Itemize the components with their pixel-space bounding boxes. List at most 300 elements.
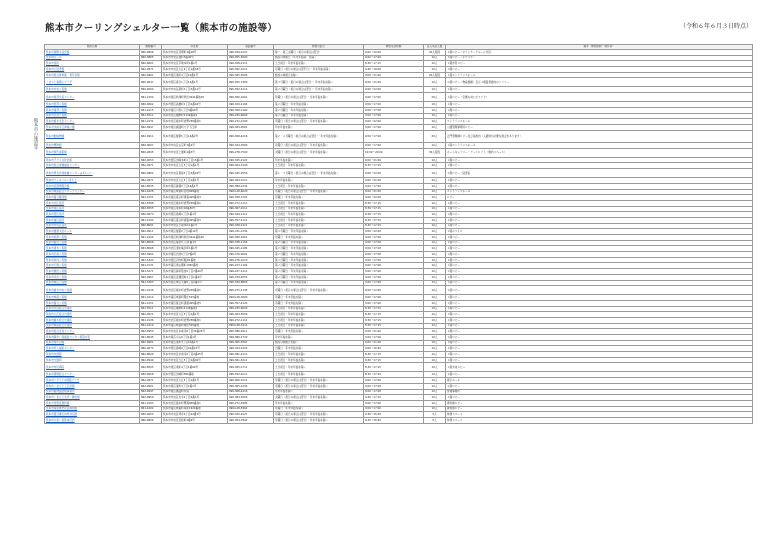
facility-name-link[interactable]: 熊本市水前寺江津湖公園: [45, 124, 140, 130]
open-hours: 9:30～16:30: [364, 412, 424, 418]
phone-number: 096-245-6000: [228, 306, 274, 312]
capacity: 10人: [424, 169, 446, 178]
open-hours: 9:00～17:00: [364, 183, 424, 189]
open-days: 第２・４月曜日（祝日の場合は翌日）・年末年始を除く: [274, 130, 364, 143]
postal-code: 861-5343: [140, 257, 162, 263]
open-hours: 9:30～18:00: [364, 67, 424, 73]
remarks: １階ロビー・図書室: [446, 169, 753, 178]
open-days: 月曜日（祝日の場合は翌平日）・年末年始を除く: [274, 67, 364, 73]
open-hours: 9:00～21:00: [364, 72, 424, 78]
open-hours: 9:00～17:00: [364, 55, 424, 61]
remarks: １階ロビー: [446, 274, 753, 280]
remarks: １階ロビー: [446, 246, 753, 252]
open-hours: 9:00～21:00: [364, 329, 424, 335]
address: 熊本市西区城山大塘5丁目2番1号: [162, 280, 228, 286]
open-hours: 8:30～17:15: [364, 306, 424, 312]
postal-code: 861-0163: [140, 400, 162, 406]
open-days: 第１・３月曜日（祝日の場合は翌日）・年末年始を除く: [274, 169, 364, 178]
address: 熊本市中央区大江5丁目1番40号: [162, 357, 228, 363]
capacity: 10人: [424, 323, 446, 329]
postal-code: 862-0971: [140, 178, 162, 184]
capacity: 10人: [424, 206, 446, 212]
phone-number: 096-272-1111: [228, 200, 274, 206]
facility-name-link[interactable]: 熊本市植物園管理事務所: [45, 389, 140, 395]
remarks: １階ホワイエ: [446, 229, 753, 235]
postal-code: 861-0136: [140, 286, 162, 295]
phone-number: 096-272-1135: [228, 286, 274, 295]
phone-number: 096-364-3111: [228, 178, 274, 184]
capacity: 10人: [424, 163, 446, 169]
capacity: 10人: [424, 378, 446, 384]
postal-code: 861-0131: [140, 119, 162, 125]
column-header: 備考（開放時間・場所等）: [446, 45, 753, 50]
table-row: [45, 130, 753, 143]
capacity: 10人: [424, 257, 446, 263]
capacity: 10人: [424, 286, 446, 295]
open-hours: 9:00～21:00: [364, 78, 424, 87]
open-days: 第２月曜日・年末年始を除く: [274, 240, 364, 246]
open-days: 月曜日・年末年始を除く: [274, 300, 364, 306]
facility-name-link[interactable]: 熊本市東部交流センター: [45, 93, 140, 102]
open-days: 施設の休館日（年末年始等）を除く: [274, 55, 364, 61]
open-hours: 9:00～17:00: [364, 335, 424, 341]
facility-name-link[interactable]: 熊本市役所: [45, 61, 140, 67]
capacity: 20人: [424, 178, 446, 184]
postal-code: 862-0971: [140, 67, 162, 73]
remarks: １階ロビー: [446, 383, 753, 389]
remarks: １階エントランスホール: [446, 72, 753, 78]
postal-code: 862-0947: [140, 389, 162, 395]
postal-code: 861-8035: [140, 183, 162, 189]
facility-name-link[interactable]: 熊本市博物館: [45, 143, 140, 149]
address: 熊本市東区東本町16番30号: [162, 206, 228, 212]
open-hours: 9:00～22:00: [364, 286, 424, 295]
facility-name-link[interactable]: 熊本市天明公民館: [45, 263, 140, 269]
postal-code: 862-0950: [140, 395, 162, 401]
facility-name-link[interactable]: 熊本市障がい者福祉センター希望の里: [45, 335, 140, 341]
postal-code: 861-8006: [140, 240, 162, 246]
address: 熊本市西区島崎1丁目1番1号: [162, 212, 228, 218]
facility-name-link[interactable]: 熊本市総合保健福祉センター: [45, 163, 140, 169]
open-days: 第２月曜日・年末年始を除く: [274, 246, 364, 252]
postal-code: 862-0949: [140, 357, 162, 363]
remarks: １階ロビー: [446, 217, 753, 223]
facility-name-link[interactable]: 熊本市青年会館: [45, 340, 140, 346]
open-hours: 9:00～17:00: [364, 143, 424, 149]
postal-code: 861-5511: [140, 306, 162, 312]
remarks: １階ロビー: [446, 346, 753, 352]
open-days: 土日祝日・年末年始を除く: [274, 312, 364, 318]
capacity: 10人: [424, 229, 446, 235]
postal-code: 861-0136: [140, 317, 162, 323]
facility-name-link[interactable]: 熊本市総合女性センター: [45, 329, 140, 335]
address: 熊本市北区植木町豊岡858番地1: [162, 400, 228, 406]
address: 熊本市東区健軍5丁目14番2号: [162, 130, 228, 143]
facility-name-link[interactable]: 熊本市くまもと工芸会館: [45, 383, 140, 389]
phone-number: 0964-28-6020: [228, 189, 274, 195]
open-hours: 8:30～17:15: [364, 212, 424, 218]
remarks: １階ロビー: [446, 87, 753, 93]
phone-number: 096-328-2111: [228, 61, 274, 67]
phone-number: 096-381-4111: [228, 352, 274, 358]
facility-name-link[interactable]: 熊本市城山公民館: [45, 280, 140, 286]
address: 熊本市南区城南町隈庄525番地: [162, 323, 228, 329]
remarks: １階ロビー: [446, 269, 753, 275]
facility-name-link[interactable]: 熊本市田原坂資料館: [45, 400, 140, 406]
phone-number: 096-355-5000: [228, 55, 274, 61]
capacity: 10人: [424, 263, 446, 269]
facility-name-link[interactable]: 熊本市流通情報会館: [45, 183, 140, 189]
phone-number: 096-329-8800: [228, 280, 274, 286]
address: 熊本市南区富合町清藤405番地3: [162, 217, 228, 223]
phone-number: 096-352-6111: [228, 372, 274, 378]
postal-code: 861-4151: [140, 195, 162, 201]
open-days: 月曜日・年末年始を除く: [274, 406, 364, 412]
address: 熊本市南区城南町隈庄525番地: [162, 295, 228, 301]
capacity: 10人: [424, 217, 446, 223]
facility-name-link[interactable]: 熊本市城南総合出張所: [45, 323, 140, 329]
phone-number: 096-355-7400: [228, 78, 274, 87]
phone-number: 096-380-2720: [228, 335, 274, 341]
open-days: 施設の休館日を除く: [274, 340, 364, 346]
remarks: １階ロビー: [446, 212, 753, 218]
facility-name-link[interactable]: 熊本市植木文化センター: [45, 119, 140, 125]
facility-name-link[interactable]: 熊本市城南公民館: [45, 295, 140, 301]
open-days: 年末年始を除く: [274, 178, 364, 184]
side-label: 熊本市の施設等: [33, 118, 38, 150]
remarks: １階ロビー（空調の効いたエリア）: [446, 93, 753, 102]
address: 熊本市東区小山6丁目1番1号: [162, 335, 228, 341]
facility-name-link[interactable]: 熊本市城南総合スポーツセンター: [45, 189, 140, 195]
facility-name-link[interactable]: 熊本城ホール: [45, 55, 140, 61]
capacity: 10人: [424, 269, 446, 275]
postal-code: 861-5271: [140, 269, 162, 275]
facility-name-link[interactable]: 熊本市小泉八雲熊本旧居: [45, 417, 140, 423]
open-hours: 9:00～17:00: [364, 263, 424, 269]
phone-number: 096-358-7222: [228, 195, 274, 201]
facility-name-link[interactable]: 熊本市市民病院: [45, 363, 140, 372]
facility-name-link[interactable]: 熊本市動植物園: [45, 130, 140, 143]
phone-number: 096-272-4982: [228, 400, 274, 406]
capacity: 10人: [424, 246, 446, 252]
capacity: 10人: [424, 406, 446, 412]
capacity: 10人: [424, 240, 446, 246]
capacity: 10人: [424, 340, 446, 346]
capacity: 10人: [424, 306, 446, 312]
address: 熊本市西区田崎町380番地: [162, 372, 228, 378]
facility-name-link[interactable]: 熊本市植木総合出張所: [45, 317, 140, 323]
facility-name-link[interactable]: くまもと森都心プラザ: [45, 78, 140, 87]
postal-code: 860-0073: [140, 346, 162, 352]
facility-name-link[interactable]: 熊本市リサイクル情報プラザ: [45, 378, 140, 384]
facility-name-link[interactable]: 熊本市富合公民館: [45, 300, 140, 306]
remarks: １階ロビー: [446, 263, 753, 269]
phone-number: 096-365-1234: [228, 383, 274, 389]
facility-name-link[interactable]: 熊本市北部公民館: [45, 113, 140, 119]
phone-number: 096-245-6060: [228, 113, 274, 119]
table-body: [45, 50, 753, 424]
remarks: 資料館ロビー: [446, 400, 753, 406]
address: 熊本市東区健軍2丁目4番10号: [162, 229, 228, 235]
capacity: 10人: [424, 312, 446, 318]
open-days: 第２月曜日・年末年始を除く: [274, 274, 364, 280]
facility-name-link[interactable]: 熊本市南部公民館: [45, 107, 140, 113]
facility-name-link[interactable]: 熊本市立図書館: [45, 67, 140, 73]
capacity: 20人: [424, 130, 446, 143]
remarks: １階ロビー: [446, 257, 753, 263]
address: 熊本市南区御幸笛田6丁目7番40号: [162, 269, 228, 275]
capacity: 5人: [424, 412, 446, 418]
table-row: [45, 286, 753, 295]
postal-code: 862-0971: [140, 378, 162, 384]
open-days: 施設の休館日を除く: [274, 72, 364, 78]
capacity: 10人: [424, 389, 446, 395]
open-hours: 9:00～17:00: [364, 93, 424, 102]
address: 熊本市北区植木町岩野238番地1: [162, 286, 228, 295]
capacity: 10人: [424, 67, 446, 73]
facility-name-link[interactable]: 熊本市老人福祉センター: [45, 346, 140, 352]
facility-name-link[interactable]: 熊本市子ども文化会館: [45, 157, 140, 163]
phone-number: 096-345-2550: [228, 169, 274, 178]
facility-name-link[interactable]: 熊本市健軍文化ホール: [45, 229, 140, 235]
postal-code: 861-8068: [140, 246, 162, 252]
capacity: 10人: [424, 124, 446, 130]
facility-name-link[interactable]: 熊本市大江総合出張所: [45, 312, 140, 318]
facility-name-link[interactable]: 熊本市富合雁回館: [45, 195, 140, 201]
column-header: 郵便番号: [140, 45, 162, 50]
open-days: 土日祝日・年末年始を除く: [274, 357, 364, 363]
facility-name-link[interactable]: 熊本市現代美術館: [45, 148, 140, 157]
open-hours: 9:00～17:00: [364, 295, 424, 301]
facility-name-link[interactable]: 熊本市植木中央公民館: [45, 286, 140, 295]
remarks: １階ロビー: [446, 312, 753, 318]
open-days: 土日祝日・年末年始を除く: [274, 323, 364, 329]
phone-number: 096-276-1010: [228, 257, 274, 263]
facility-name-link[interactable]: 熊本市塚原歴史民俗資料館: [45, 406, 140, 412]
remarks: １階ロビー: [446, 286, 753, 295]
facility-name-link[interactable]: 熊本市秋津公民館: [45, 235, 140, 241]
open-hours: 9:00～17:00: [364, 257, 424, 263]
facility-name-link[interactable]: 熊本市交通局: [45, 357, 140, 363]
address: 熊本市南区奥古閑町1950番地: [162, 263, 228, 269]
open-days: 月曜日（祝日の場合は翌日）・年末年始を除く: [274, 417, 364, 423]
open-days: 月曜日（祝日の場合は翌日）・年末年始を除く: [274, 93, 364, 102]
facility-name-link[interactable]: 熊本市ウェルパルくまもと: [45, 178, 140, 184]
remarks: １階ロビー: [446, 163, 753, 169]
open-days: 火曜日（祝日の場合は翌日）・年末年始を除く: [274, 395, 364, 401]
facility-name-link[interactable]: 熊本市男女共同参画センターはあもにい: [45, 169, 140, 178]
facility-name-link[interactable]: 熊本市清水公民館: [45, 246, 140, 252]
open-hours: 9:00～17:00: [364, 246, 424, 252]
facility-name-link[interactable]: 熊本市総合体育館・青年会館: [45, 72, 140, 78]
postal-code: 860-8601: [140, 61, 162, 67]
address: 熊本市中央区大江5丁目1番1号: [162, 312, 228, 318]
address: 熊本市西区島崎2丁目22番15号: [162, 346, 228, 352]
facility-name-link[interactable]: 熊本市夏目漱石内坪井旧居: [45, 412, 140, 418]
capacity: 10人: [424, 274, 446, 280]
facility-name-link[interactable]: 熊本市飽田公民館: [45, 269, 140, 275]
facility-name-link[interactable]: 熊本市東区役所: [45, 206, 140, 212]
postal-code: 861-4214: [140, 295, 162, 301]
address: 熊本市中央区手取本町1番1号: [162, 223, 228, 229]
open-days: 第２月曜日・年末年始を除く: [274, 113, 364, 119]
postal-code: 862-0901: [140, 72, 162, 78]
table-row: [45, 417, 753, 423]
open-days: 年末年始を除く: [274, 335, 364, 341]
address: 熊本市南区城南町塚原1924番地: [162, 406, 228, 412]
phone-number: 096-384-5000: [228, 395, 274, 401]
facility-name-link[interactable]: 熊本市北部総合出張所: [45, 306, 140, 312]
postal-code: 862-0911: [140, 130, 162, 143]
open-days: 第２月曜日・年末年始を除く: [274, 102, 364, 108]
open-days: 土日祝日・年末年始を除く: [274, 352, 364, 358]
capacity: 10人: [424, 102, 446, 108]
phone-number: 096-362-0111: [228, 67, 274, 73]
capacity: 10人: [424, 157, 446, 163]
document-date: （令和６年６月３日時点）: [679, 23, 752, 30]
facility-name-link[interactable]: 熊本市水道局: [45, 352, 140, 358]
phone-number: 096-331-1234: [228, 229, 274, 235]
phone-number: 096-272-2100: [228, 119, 274, 125]
open-days: 月曜日（祝日の場合は翌日）・年末年始を除く: [274, 412, 364, 418]
open-hours: 8:30～17:15: [364, 323, 424, 329]
phone-number: 096-365-5501: [228, 340, 274, 346]
facility-name-link[interactable]: 熊本市龍田公民館: [45, 240, 140, 246]
open-hours: 8:30～17:15: [364, 163, 424, 169]
column-header: 開放可能時間: [364, 45, 424, 50]
capacity: 10人: [424, 113, 446, 119]
capacity: 10人: [424, 352, 446, 358]
phone-number: 096-367-9111: [228, 206, 274, 212]
facility-name-link[interactable]: 熊本市北区役所: [45, 200, 140, 206]
phone-number: 0964-28-3111: [228, 323, 274, 329]
page-title: 熊本市クーリングシェルター一覧（熊本市の施設等）: [45, 23, 278, 34]
open-hours: 9:00～17:00: [364, 130, 424, 143]
open-hours: 9:00～22:00: [364, 195, 424, 201]
facility-name-link[interactable]: 熊本市中央区役所: [45, 223, 140, 229]
open-hours: 9:00～21:00: [364, 157, 424, 163]
open-hours: 9:00～17:00: [364, 107, 424, 113]
open-hours: 8:30～17:15: [364, 61, 424, 67]
postal-code: 860-0007: [140, 143, 162, 149]
facility-name-link[interactable]: 熊本市中央公民館: [45, 87, 140, 93]
remarks: 正門管理棟ロビー及び各館内（入園料が必要な場合があります）: [446, 130, 753, 143]
phone-number: 096-352-4111: [228, 87, 274, 93]
facility-name-link[interactable]: 熊本市託麻公民館: [45, 252, 140, 258]
capacity: 10人: [424, 252, 446, 258]
capacity: 10人: [424, 372, 446, 378]
address: 熊本市中央区桜町3番40号: [162, 55, 228, 61]
open-days: 土日祝日・年末年始を除く: [274, 223, 364, 229]
facility-name-link[interactable]: 熊本市南区役所: [45, 217, 140, 223]
postal-code: 861-4226: [140, 189, 162, 195]
open-hours: 9:00～17:00: [364, 406, 424, 412]
facility-name-link[interactable]: 熊本市河内公民館: [45, 257, 140, 263]
facility-name-link[interactable]: 熊本市環境総合センター: [45, 372, 140, 378]
facility-name-link[interactable]: 熊本市西部公民館: [45, 102, 140, 108]
facility-name-link[interactable]: 熊本市くまもと文学・歴史館: [45, 395, 140, 401]
address: 熊本市南区流通団地1丁目1番4号: [162, 274, 228, 280]
shelter-table: [44, 44, 753, 424]
address: 熊本市中央区古京町3番2号: [162, 143, 228, 149]
open-hours: 9:00～17:00: [364, 269, 424, 275]
remarks: １階ロビー: [446, 323, 753, 329]
phone-number: 096-328-2111: [228, 223, 274, 229]
open-days: 第一・第三火曜日（祝日の場合は翌日）: [274, 50, 364, 56]
postal-code: 862-0947: [140, 124, 162, 130]
postal-code: 862-0911: [140, 229, 162, 235]
address: 熊本市中央区大江5丁目1番1号: [162, 378, 228, 384]
postal-code: 861-2104: [140, 235, 162, 241]
remarks: １階ロビー: [446, 340, 753, 346]
capacity: 10人: [424, 78, 446, 87]
postal-code: 860-0845: [140, 148, 162, 157]
postal-code: 861-4193: [140, 217, 162, 223]
open-days: 第４月曜日・年末年始を除く: [274, 229, 364, 235]
open-hours: 9:00～22:00: [364, 169, 424, 178]
remarks: １階ロビー: [446, 113, 753, 119]
open-days: 第３月曜日（祝日の場合は翌日）・年末年始を除く: [274, 78, 364, 87]
open-hours: 9:00～22:00: [364, 50, 424, 56]
phone-number: 096-363-5550: [228, 312, 274, 318]
open-days: 第２月曜日（祝日の場合は翌日）・年末年始を除く: [274, 87, 364, 93]
address: 熊本市北区植木町岩野238番地1: [162, 119, 228, 125]
postal-code: 861-8045: [140, 335, 162, 341]
address: 熊本市西区高橋町1丁目2番10号: [162, 102, 228, 108]
remarks: １階ロビー: [446, 295, 753, 301]
phone-number: 096-325-9127: [228, 412, 274, 418]
remarks: １階ロビー: [446, 240, 753, 246]
phone-number: 0964-28-3000: [228, 295, 274, 301]
facility-name-link[interactable]: 熊本市西区役所: [45, 212, 140, 218]
open-hours: 9:00～22:00: [364, 119, 424, 125]
remarks: １階ロビー（ボランティアルーム付近）: [446, 50, 753, 56]
capacity: 10人: [424, 357, 446, 363]
open-days: 土日祝日・年末年始を除く: [274, 61, 364, 67]
remarks: 資料館ロビー: [446, 406, 753, 412]
facility-name-link[interactable]: 熊本市国際交流会館: [45, 50, 140, 56]
open-days: 第２月曜日・年末年始を除く: [274, 252, 364, 258]
remarks: １階ロビー: [446, 223, 753, 229]
open-hours: 9:00～17:00: [364, 252, 424, 258]
remarks: ロビー: [446, 195, 753, 201]
remarks: １階ロビー: [446, 157, 753, 163]
open-hours: 9:00～21:00: [364, 178, 424, 184]
capacity: 10人: [424, 200, 446, 206]
remarks: エントランスホール: [446, 189, 753, 195]
address: 熊本市東区画図町大字下江津: [162, 124, 228, 130]
postal-code: 862-0971: [140, 312, 162, 318]
address: 熊本市中央区手取本町1番1号: [162, 61, 228, 67]
open-hours: 8:30～17:15: [364, 357, 424, 363]
phone-number: 096-360-1661: [228, 93, 274, 102]
address: 熊本市中央区水前寺6丁目2番45号: [162, 352, 228, 358]
table-row: [45, 169, 753, 178]
table-row: [45, 93, 753, 102]
open-days: 月曜日・年末年始を除く: [274, 195, 364, 201]
address: 熊本市南区城南町宮地948番地: [162, 189, 228, 195]
open-days: 第２月曜日・年末年始を除く: [274, 107, 364, 113]
address: 熊本市中央区水前寺6丁目34番25号: [162, 329, 228, 335]
open-hours: 10:00～20:00: [364, 148, 424, 157]
column-header: 開放可能日: [274, 45, 364, 50]
open-days: 第２月曜日・年末年始を除く: [274, 280, 364, 286]
open-hours: 8:30～17:15: [364, 223, 424, 229]
postal-code: 861-2104: [140, 93, 162, 102]
phone-number: 096-368-4416: [228, 389, 274, 395]
facility-name-link[interactable]: 熊本市幸田公民館: [45, 274, 140, 280]
address: 熊本市北区清水亀井町1番1号: [162, 246, 228, 252]
